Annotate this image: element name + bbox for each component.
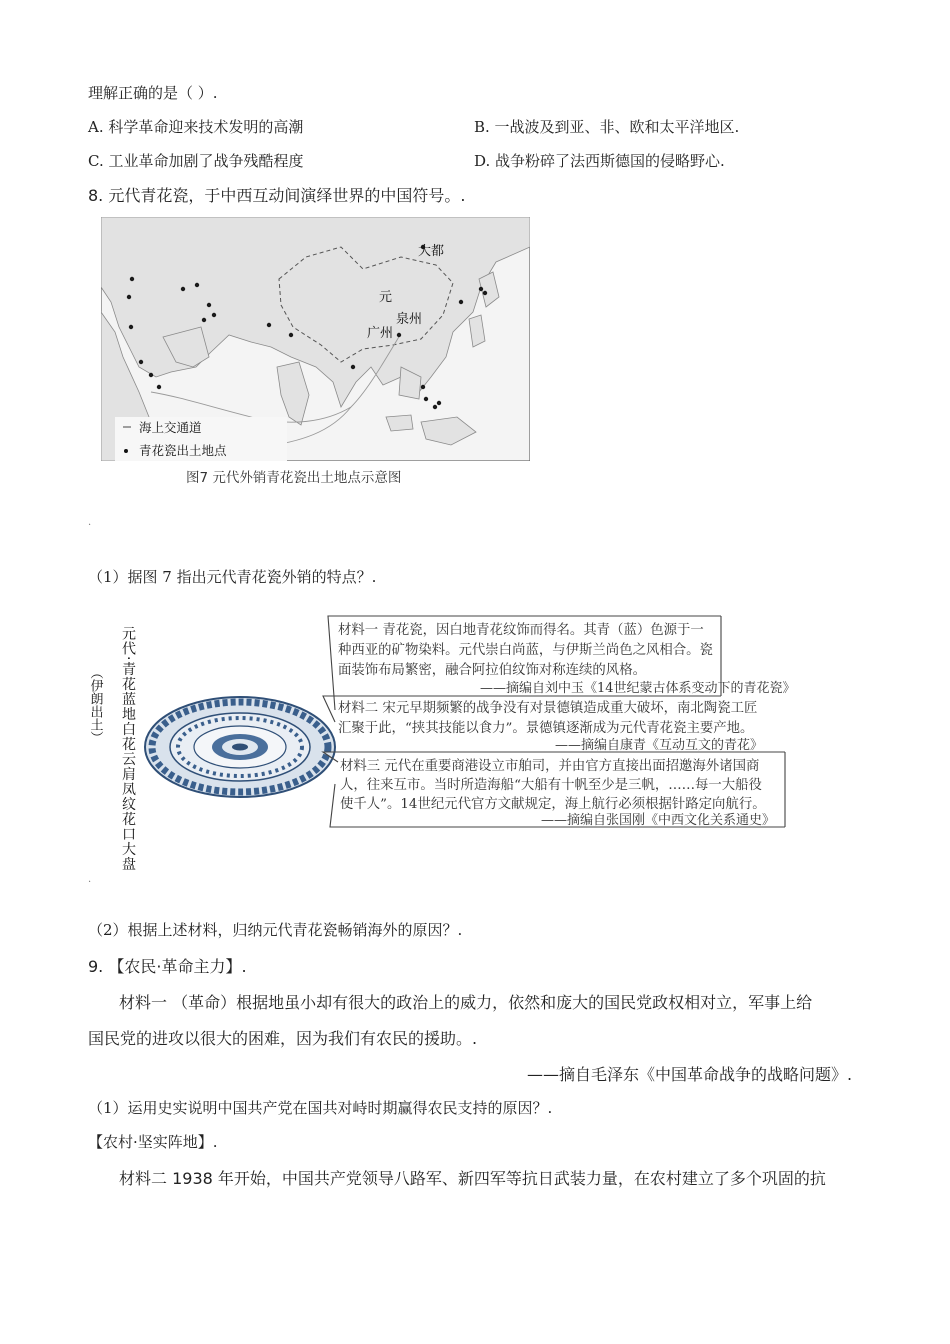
q8-sub2: （2）根据上述材料，归纳元代青花瓷畅销海外的原因？. — [88, 921, 463, 939]
q9-material1-line2: 国民党的进攻以很大的困难，因为我们有农民的援助。. — [88, 1029, 478, 1048]
m3-line-3: 使千人”。14世纪元代官方文献规定，海上航行必须根据针路定向航行。 — [340, 797, 766, 812]
q7-option-c: C. 工业革命加剧了战争残酷程度 — [88, 152, 304, 170]
q9-section2-title: 【农村·坚实阵地】. — [88, 1133, 218, 1151]
q9-material2-line1: 材料二 1938 年开始，中国共产党领导八路军、新四军等抗日武装力量，在农村建立了多个巩固的抗 — [119, 1169, 826, 1188]
m1-source: ——摘编自刘中玉《14世纪蒙古体系变动下的青花瓷》 — [480, 681, 796, 696]
q9-title: 9. 【农民·革命主力】. — [88, 957, 247, 976]
q9-material1-source: ——摘自毛泽东《中国革命战争的战略问题》. — [527, 1065, 853, 1084]
q7-option-a: A. 科学革命迎来技术发明的高潮 — [88, 118, 304, 136]
dish-origin: （伊朗出土） — [87, 666, 103, 744]
m2-line-2: 汇聚于此，“挟其技能以食力”。景德镇逐渐成为元代青花瓷主要产地。 — [338, 721, 754, 736]
dish-caption: 元代·青花蓝地白花云肩凤纹花口大盘 — [120, 626, 136, 872]
map-label-quanzhou: 泉州 — [396, 312, 423, 327]
m1-line-2: 种西亚的矿物染料。元代崇白尚蓝，与伊斯兰尚色之风相合。瓷 — [338, 643, 713, 658]
blue-white-dish-image — [145, 697, 335, 797]
m2-source: ——摘编自康青《互动互文的青花》 — [555, 738, 764, 753]
m3-line-2: 人，往来互市。当时所造海船“大船有十帆至少是三帆，……每一大船役 — [340, 778, 762, 793]
map-label-guangzhou: 广州 — [367, 326, 394, 341]
export-sites-map — [101, 217, 530, 461]
m1-line-3: 面装饰布局繁密，融合阿拉伯纹饰对称连续的风格。 — [338, 663, 646, 678]
dish-materials-figure — [85, 612, 805, 874]
map-caption: 图7 元代外销青花瓷出土地点示意图 — [186, 470, 402, 486]
map-label-yuan: 元 — [379, 290, 393, 305]
q8-sub1: （1）据图 7 指出元代青花瓷外销的特点？. — [88, 568, 377, 586]
m1-line-1: 材料一 青花瓷，因白地青花纹饰而得名。其青（蓝）色源于一 — [338, 623, 704, 638]
para-mark: . — [88, 517, 92, 528]
m3-line-1: 材料三 元代在重要商港设立市舶司，并由官方直接出面招邀海外诸国商 — [340, 759, 760, 774]
m2-line-1: 材料二 宋元早期频繁的战争没有对景德镇造成重大破坏，南北陶瓷工匠 — [338, 701, 758, 716]
legend-sea-route: 海上交通道 — [139, 420, 202, 435]
q7-option-d: D. 战争粉碎了法西斯德国的侵略野心. — [474, 152, 725, 170]
q8-title: 8. 元代青花瓷，于中西互动间演绎世界的中国符号。. — [88, 186, 466, 205]
q9-sub1: （1）运用史实说明中国共产党在国共对峙时期赢得农民支持的原因？. — [88, 1099, 553, 1117]
m3-source: ——摘编自张国刚《中西文化关系通史》 — [541, 813, 776, 828]
q9-material1-line1: 材料一 （革命）根据地虽小却有很大的政治上的威力，依然和庞大的国民党政权相对立，军事上给 — [119, 993, 813, 1012]
q7-option-b: B. 一战波及到亚、非、欧和太平洋地区. — [474, 118, 740, 136]
para-mark-2: . — [88, 874, 92, 885]
q7-stem-end: 理解正确的是（ ）. — [88, 84, 218, 102]
legend-sites: 青花瓷出土地点 — [139, 443, 227, 458]
map-label-dadu: 大都 — [418, 244, 445, 259]
